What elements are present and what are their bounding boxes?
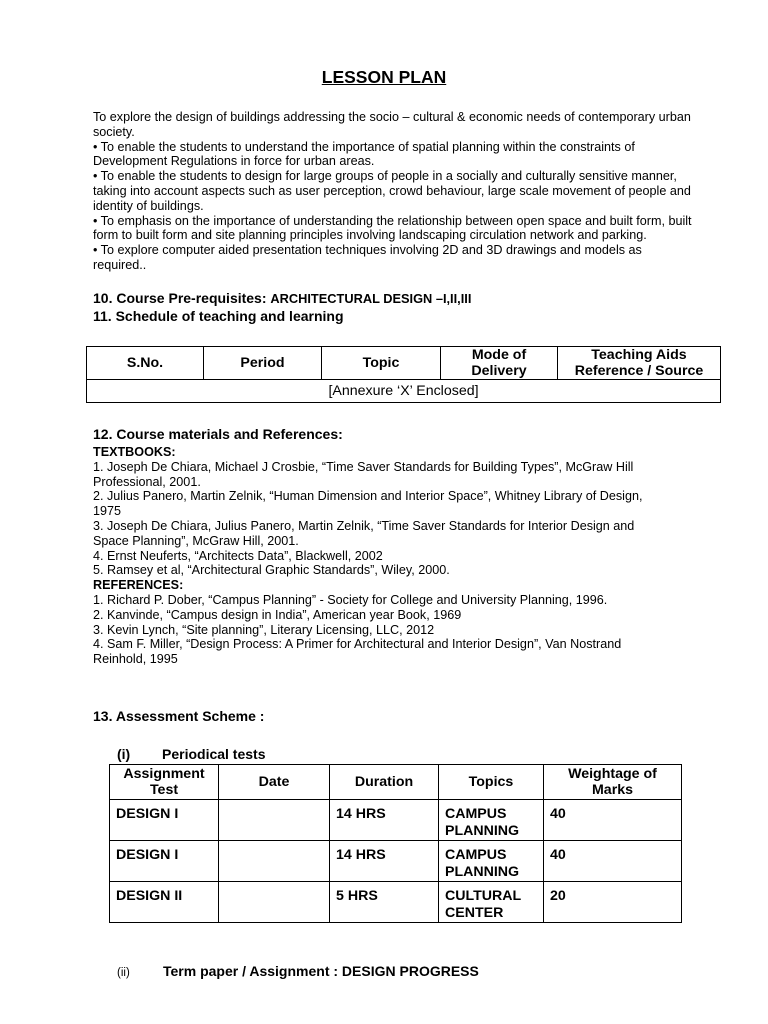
section-assessment-heading: 13. Assessment Scheme : xyxy=(93,708,265,724)
page-title: LESSON PLAN xyxy=(321,67,447,87)
objective-paragraph: • To explore computer aided presentation techniques involving 2D and 3D drawings and models as required.. xyxy=(93,243,642,272)
textbooks-heading: TEXTBOOKS: xyxy=(93,445,176,459)
table-header-cell: Duration xyxy=(330,765,439,800)
annexure-note: [Annexure ‘X’ Enclosed] xyxy=(87,380,721,403)
list-item: 4. Sam F. Miller, “Design Process: A Primer for Architectural and Interior Design”, Van Nostrand Reinhold, 1995 xyxy=(93,637,622,667)
table-header-row xyxy=(110,765,682,800)
term-paper-heading xyxy=(117,963,479,979)
table-header-cell: Date xyxy=(219,765,330,800)
subsection-number: (ii) xyxy=(117,967,130,979)
list-item: 1. Joseph De Chiara, Michael J Crosbie, “Time Saver Standards for Building Types”, McGraw Hill Professional, 2001. xyxy=(93,459,634,489)
table-row xyxy=(87,380,721,403)
table-header-cell: Mode of Delivery xyxy=(441,347,558,380)
table-header-cell: Period xyxy=(204,347,322,380)
section-heading: 10. Course Pre-requisites: xyxy=(93,290,267,306)
table-cell xyxy=(219,882,330,923)
subsection-label: Periodical tests xyxy=(162,746,266,762)
prerequisites-value: ARCHITECTURAL DESIGN –I,II,III xyxy=(270,291,472,306)
objective-paragraph: • To emphasis on the importance of understanding the relationship between open space and built form, built form to built form and site planning principles involving landscaping circulation network and parking. xyxy=(93,213,692,243)
table-cell: 14 HRS xyxy=(330,800,439,841)
table-header-cell: S.No. xyxy=(87,347,204,380)
section-schedule-heading: 11. Schedule of teaching and learning xyxy=(93,308,344,324)
table-cell xyxy=(219,841,330,882)
table-cell: 40 xyxy=(544,800,682,841)
schedule-table xyxy=(86,346,721,403)
table-header-row xyxy=(87,347,721,380)
table-row xyxy=(110,800,682,841)
list-item: 3. Kevin Lynch, “Site planning”, Literary Licensing, LLC, 2012 xyxy=(93,622,435,637)
table-header-cell: Assignment Test xyxy=(110,765,219,800)
table-cell: DESIGN I xyxy=(110,800,219,841)
section-materials-heading: 12. Course materials and References: xyxy=(93,426,343,442)
subsection-number: (i) xyxy=(117,746,131,762)
table-cell: 20 xyxy=(544,882,682,923)
references-list xyxy=(93,445,673,667)
table-cell: 14 HRS xyxy=(330,841,439,882)
list-item: 4. Ernst Neuferts, “Architects Data”, Blackwell, 2002 xyxy=(93,548,383,563)
section-prerequisites xyxy=(93,290,471,306)
table-cell: 40 xyxy=(544,841,682,882)
periodical-tests-table xyxy=(109,764,682,923)
table-cell xyxy=(219,800,330,841)
table-cell: CULTURAL CENTER xyxy=(439,882,544,923)
subsection-label: Term paper / Assignment : DESIGN PROGRESS xyxy=(163,963,479,979)
list-item: 3. Joseph De Chiara, Julius Panero, Martin Zelnik, “Time Saver Standards for Interior Design and Space Planning”, McGraw Hill, 2001. xyxy=(93,518,635,548)
list-item: 2. Julius Panero, Martin Zelnik, “Human Dimension and Interior Space”, Whitney Library of Design, 1975 xyxy=(93,489,643,519)
table-cell: CAMPUS PLANNING xyxy=(439,841,544,882)
table-header-cell: Topic xyxy=(322,347,441,380)
objective-paragraph: • To enable the students to understand the importance of spatial planning within the constraints of Development Regulations in force for urban areas. xyxy=(93,139,635,169)
table-cell: DESIGN I xyxy=(110,841,219,882)
objective-paragraph: To explore the design of buildings addressing the socio – cultural & economic needs of contemporary urban society. xyxy=(93,110,691,139)
list-item: 5. Ramsey et al, “Architectural Graphic Standards”, Wiley, 2000. xyxy=(93,563,450,578)
table-header-cell: Weightage of Marks xyxy=(544,765,682,800)
table-cell: 5 HRS xyxy=(330,882,439,923)
course-objectives xyxy=(93,110,693,273)
table-row xyxy=(110,882,682,923)
periodical-tests-heading xyxy=(117,746,266,762)
list-item: 1. Richard P. Dober, “Campus Planning” - Society for College and University Planning, 1996. xyxy=(93,592,608,607)
table-cell: CAMPUS PLANNING xyxy=(439,800,544,841)
references-heading: REFERENCES: xyxy=(93,578,184,593)
table-row xyxy=(110,841,682,882)
table-header-cell: Topics xyxy=(439,765,544,800)
list-item: 2. Kanvinde, “Campus design in India”, American year Book, 1969 xyxy=(93,607,462,622)
table-cell: DESIGN II xyxy=(110,882,219,923)
objective-paragraph: • To enable the students to design for large groups of people in a socially and culturally sensitive manner, taking into account aspects such as user perception, crowd behaviour, large scale movement of people and identity of buildings. xyxy=(93,169,691,213)
table-header-cell: Teaching Aids Reference / Source xyxy=(558,347,721,380)
